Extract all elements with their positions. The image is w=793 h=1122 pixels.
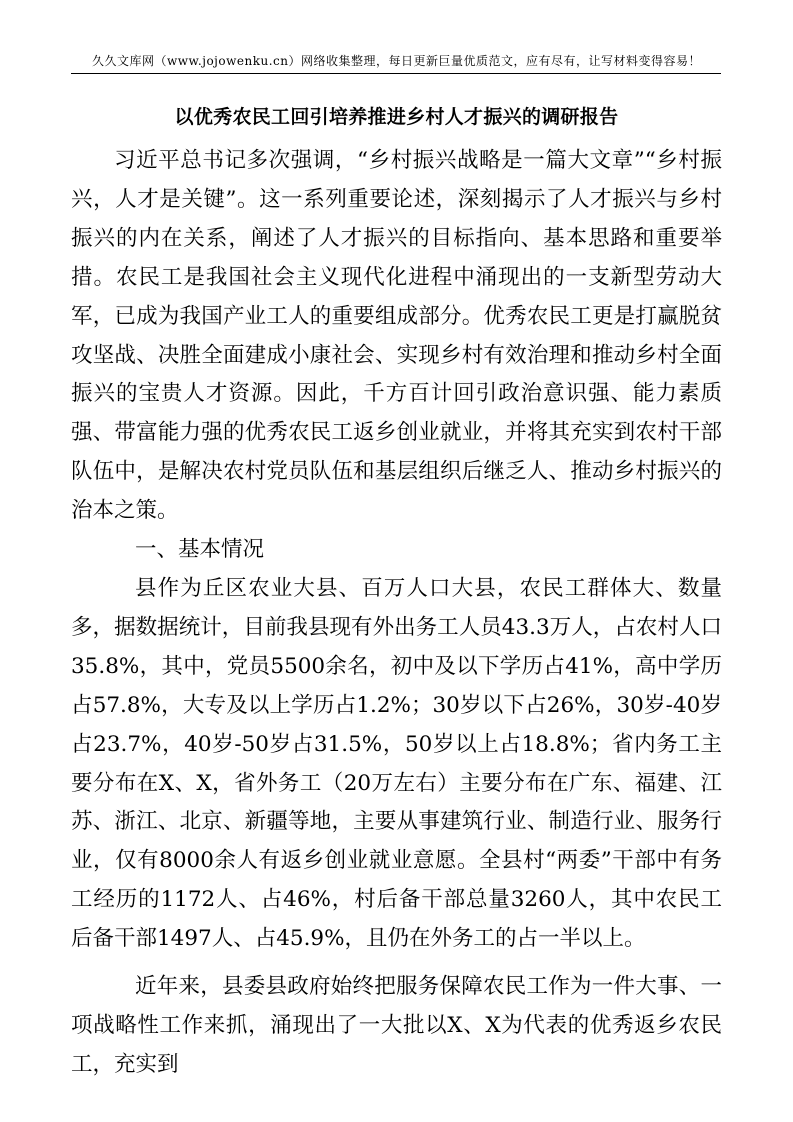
paragraph-intro: 习近平总书记多次强调，“乡村振兴战略是一篇大文章”“乡村振兴，人才是关键”。这一系列重要论述，深刻揭示了人才振兴与乡村振兴的内在关系，阐述了人才振兴的目标指向、基本思路和重要举措。农民工是我国社会主义现代化进程中涌现出的一支新型劳动大军，已成为我国产业工人的重要组成部分。优秀农民工更是打赢脱贫攻坚战、决胜全面建成小康社会、实现乡村有效治理和推动乡村全面振兴的宝贵人才资源。因此，千方百计回引政治意识强、能力素质强、带富能力强的优秀农民工返乡创业就业，并将其充实到农村干部队伍中，是解决农村党员队伍和基层组织后继乏人、推动乡村振兴的治本之策。	[71, 148, 722, 524]
document-title: 以优秀农民工回引培养推进乡村人才振兴的调研报告	[174, 106, 619, 128]
section-heading-basic-situation: 一、基本情况	[135, 537, 265, 563]
document-body	[71, 142, 722, 1085]
page-header: 久久文库网（www.jojowenku.cn）网络收集整理，每日更新巨量优质范文，应有尽有，让写材料变得容易！	[92, 54, 701, 68]
header-divider	[71, 73, 721, 74]
paragraph-statistics: 县作为丘区农业大县、百万人口大县，农民工群体大、数量多，据数据统计，目前我县现有外出务工人员43.3万人，占农村人口35.8%，其中，党员5500余名，初中及以下学历占41%，高中学历占57.8%，大专及以上学历占1.2%；30岁以下占26%，30岁-40岁占23.7%，40岁-50岁占31.5%，50岁以上占18.8%；省内务工主要分布在X、X，省外务工（20万左右）主要分布在广东、福建、江苏、浙江、北京、新疆等地，主要从事建筑行业、制造行业、服务行业，仅有8000余人有返乡创业就业意愿。全县村“两委”干部中有务工经历的1172人、占46%，村后备干部总量3260人，其中农民工后备干部1497人、占45.9%，且仍在外务工的占一半以上。	[71, 575, 722, 952]
paragraph-recent-years: 近年来，县委县政府始终把服务保障农民工作为一件大事、一项战略性工作来抓，涌现出了一大批以X、X为代表的优秀返乡农民工，充实到	[71, 974, 722, 1077]
